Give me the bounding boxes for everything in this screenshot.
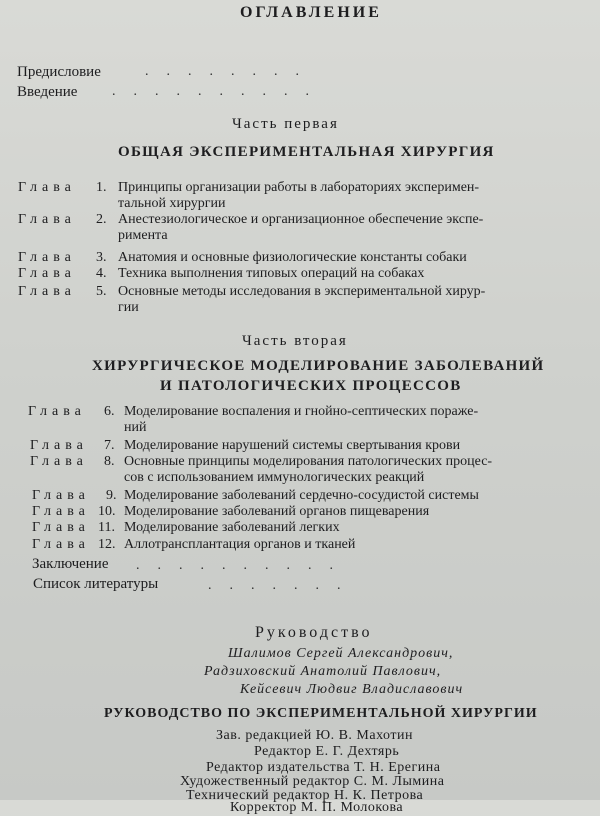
credit-line: Редактор Е. Г. Дехтярь xyxy=(254,744,400,759)
chapter-title: Основные принципы моделирования патологических процес- xyxy=(124,454,493,469)
chapter-label: Глава xyxy=(18,250,76,265)
part-two-title-line-1: ХИРУРГИЧЕСКОЕ МОДЕЛИРОВАНИЕ ЗАБОЛЕВАНИЙ xyxy=(92,358,545,374)
toc-entry-introduction: Введение xyxy=(17,84,78,100)
part-two-label: Часть вторая xyxy=(242,333,348,349)
chapter-number: 5. xyxy=(96,284,107,299)
leader-dots: ....... xyxy=(208,578,359,593)
chapter-label: Глава xyxy=(32,537,90,552)
chapter-number: 1. xyxy=(96,180,107,195)
author-line-2: Радзиховский Анатолий Павлович, xyxy=(204,664,442,679)
chapter-title: сов с использованием иммунологических реакций xyxy=(124,470,425,485)
part-one-label: Часть первая xyxy=(232,116,339,132)
chapter-label: Глава xyxy=(32,488,90,503)
chapter-number: 7. xyxy=(104,438,115,453)
leader-dots: .......... xyxy=(112,84,327,99)
chapter-number: 9. xyxy=(106,488,117,503)
toc-entry-references: Список литературы xyxy=(33,576,159,592)
chapter-label: Глава xyxy=(30,454,88,469)
chapter-title: Моделирование нарушений системы свертывания крови xyxy=(124,438,461,453)
chapter-number: 12. xyxy=(98,537,116,552)
colophon-heading: Руководство xyxy=(255,624,373,641)
chapter-title: Моделирование заболеваний сердечно-сосудистой системы xyxy=(124,488,479,503)
chapter-number: 10. xyxy=(98,504,116,519)
chapter-label: Глава xyxy=(32,504,90,519)
chapter-number: 11. xyxy=(98,520,115,535)
credit-line: Редактор издательства Т. Н. Ерегина xyxy=(206,760,441,775)
toc-entry-foreword: Предисловие xyxy=(17,64,101,80)
page-title: ОГЛАВЛЕНИЕ xyxy=(240,4,382,21)
credit-line: Корректор М. П. Молокова xyxy=(230,800,404,815)
chapter-title: Моделирование заболеваний легких xyxy=(124,520,340,535)
credit-line: Зав. редакцией Ю. В. Махотин xyxy=(216,728,413,743)
part-two-title-line-2: И ПАТОЛОГИЧЕСКИХ ПРОЦЕССОВ xyxy=(160,378,462,394)
book-title: РУКОВОДСТВО ПО ЭКСПЕРИМЕНТАЛЬНОЙ ХИРУРГИИ xyxy=(104,706,538,721)
chapter-title: Техника выполнения типовых операций на собаках xyxy=(118,266,425,281)
chapter-title: Моделирование заболеваний органов пищеварения xyxy=(124,504,430,519)
chapter-number: 8. xyxy=(104,454,115,469)
chapter-title: гии xyxy=(118,300,139,315)
chapter-label: Глава xyxy=(18,212,76,227)
chapter-label: Глава xyxy=(28,404,86,419)
author-line-1: Шалимов Сергей Александрович, xyxy=(228,646,454,661)
part-one-title: ОБЩАЯ ЭКСПЕРИМЕНТАЛЬНАЯ ХИРУРГИЯ xyxy=(118,144,495,160)
chapter-title: Аллотрансплантация органов и тканей xyxy=(124,537,356,552)
chapter-title: Принципы организации работы в лабораториях эксперимен- xyxy=(118,180,480,195)
leader-dots: .......... xyxy=(136,558,351,573)
chapter-label: Глава xyxy=(18,180,76,195)
chapter-label: Глава xyxy=(32,520,90,535)
chapter-number: 6. xyxy=(104,404,115,419)
chapter-title: Основные методы исследования в экспериментальной хирур- xyxy=(118,284,486,299)
chapter-label: Глава xyxy=(30,438,88,453)
chapter-title: тальной хирургии xyxy=(118,196,226,211)
chapter-number: 3. xyxy=(96,250,107,265)
chapter-title: Анестезиологическое и организационное обеспечение экспе- xyxy=(118,212,484,227)
chapter-title: римента xyxy=(118,228,168,243)
chapter-title: Моделирование воспаления и гнойно-септических пораже- xyxy=(124,404,479,419)
toc-entry-conclusion: Заключение xyxy=(32,556,109,572)
author-line-3: Кейсевич Людвиг Владиславович xyxy=(240,682,464,697)
credit-line: Художественный редактор С. М. Лымина xyxy=(180,774,445,789)
credit-line: Технический редактор Н. К. Петрова xyxy=(186,788,424,803)
leader-dots: ........ xyxy=(145,64,317,79)
chapter-number: 2. xyxy=(96,212,107,227)
chapter-label: Глава xyxy=(18,266,76,281)
chapter-title: ний xyxy=(124,420,147,435)
chapter-label: Глава xyxy=(18,284,76,299)
chapter-number: 4. xyxy=(96,266,107,281)
chapter-title: Анатомия и основные физиологические константы собаки xyxy=(118,250,467,265)
